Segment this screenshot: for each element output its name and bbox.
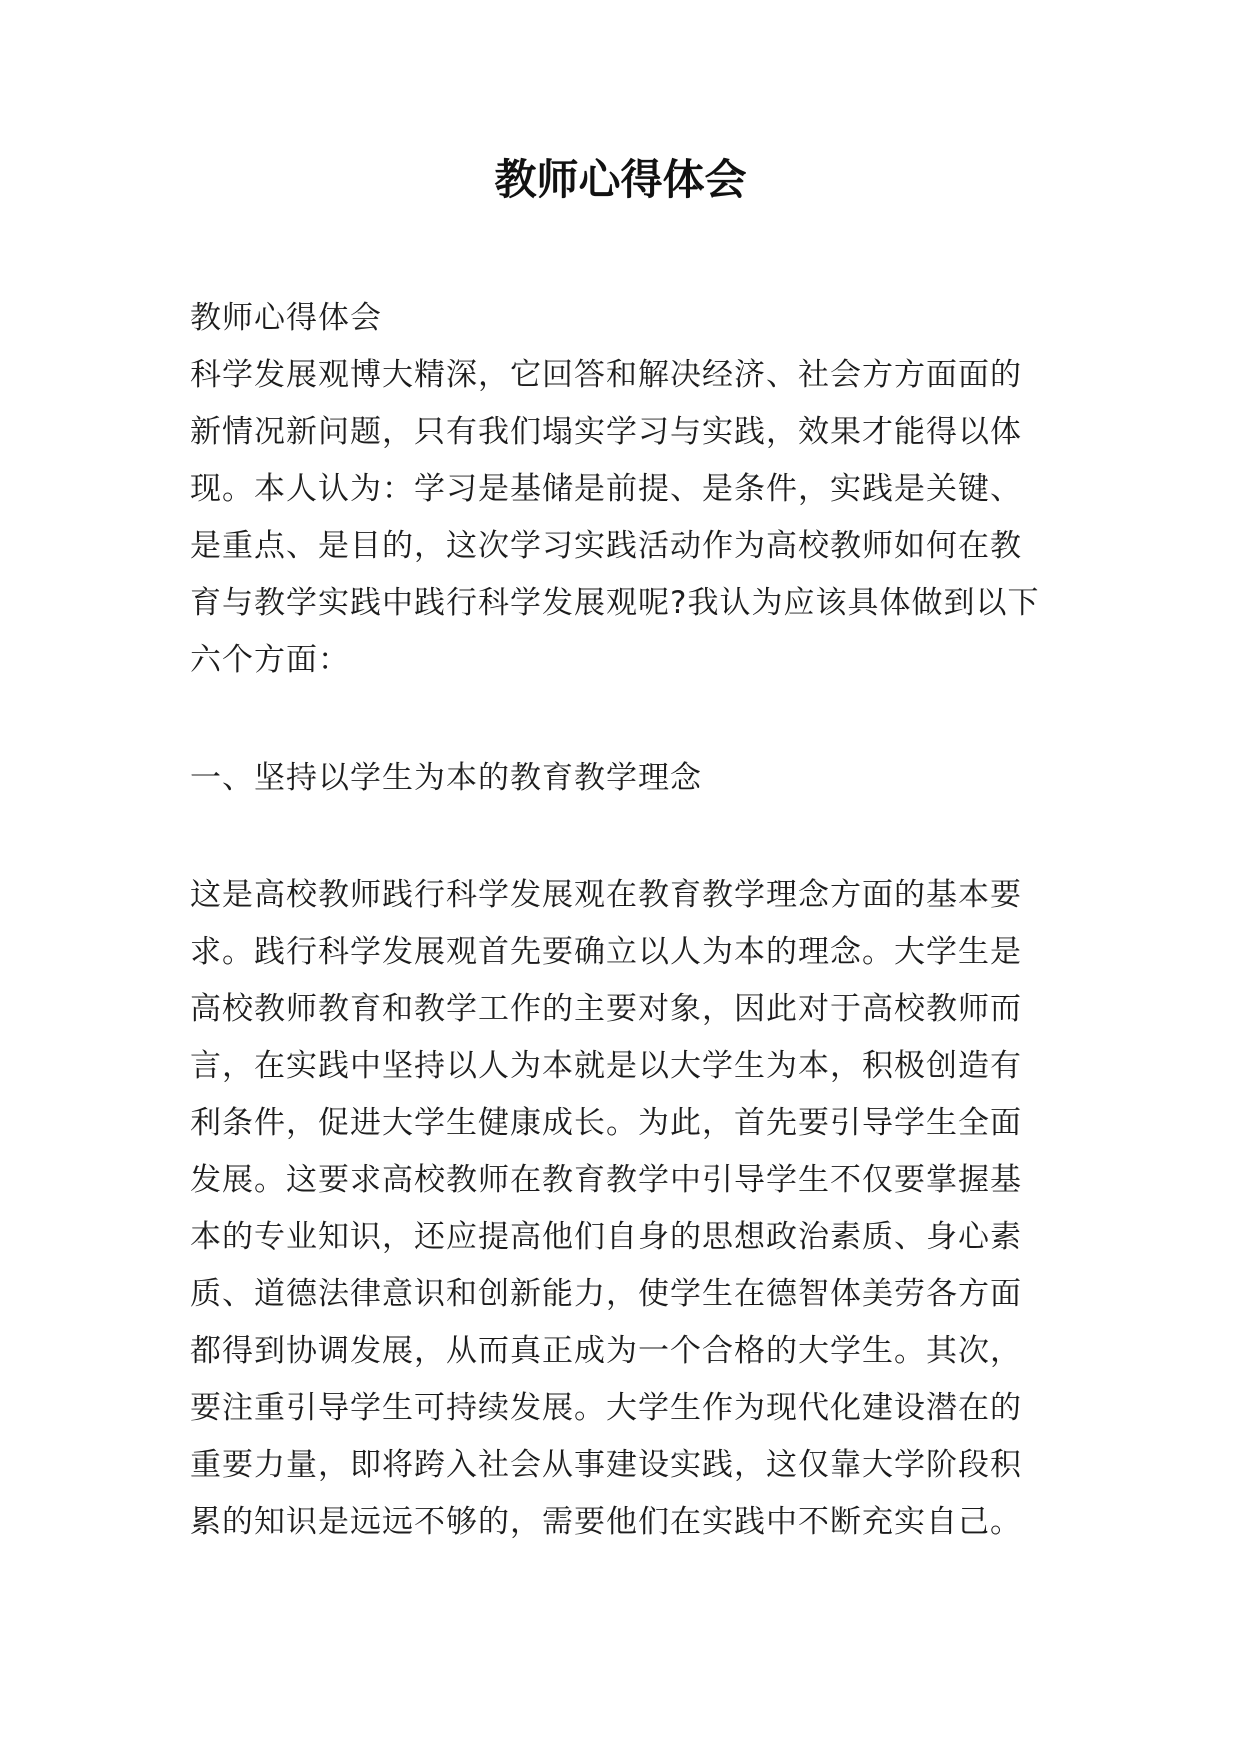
section-paragraph-1: 这是高校教师践行科学发展观在教育教学理念方面的基本要求。践行科学发展观首先要确立以人为本的理念。大学生是高校教师教育和教学工作的主要对象，因此对于高校教师而言，在实践中坚持以人为本就是以大学生为本，积极创造有利条件，促进大学生健康成长。为此，首先要引导学生全面发展。这要求高校教师在教育教学中引导学生不仅要掌握基本的专业知识，还应提高他们自身的思想政治素质、身心素质、道德法律意识和创新能力，使学生在德智体美劳各方面都得到协调发展，从而真正成为一个合格的大学生。其次，要注重引导学生可持续发展。大学生作为现代化建设潜在的重要力量，即将跨入社会从事建设实践，这仅靠大学阶段积累的知识是远远不够的，需要他们在实践中不断充实自己。 bbox=[190, 877, 1022, 1540]
section-heading-1: 一、坚持以学生为本的教育教学理念 bbox=[190, 760, 702, 796]
document-title: 教师心得体会 bbox=[494, 155, 747, 204]
document-subtitle: 教师心得体会 bbox=[190, 300, 382, 336]
intro-paragraph: 科学发展观博大精深，它回答和解决经济、社会方方面面的新情况新问题，只有我们塌实学习与实践，效果才能得以体现。本人认为：学习是基储是前提、是条件，实践是关键、是重点、是目的，这次学习实践活动作为高校教师如何在教育与教学实践中践行科学发展观呢?我认为应该具体做到以下六个方面： bbox=[190, 357, 1040, 678]
